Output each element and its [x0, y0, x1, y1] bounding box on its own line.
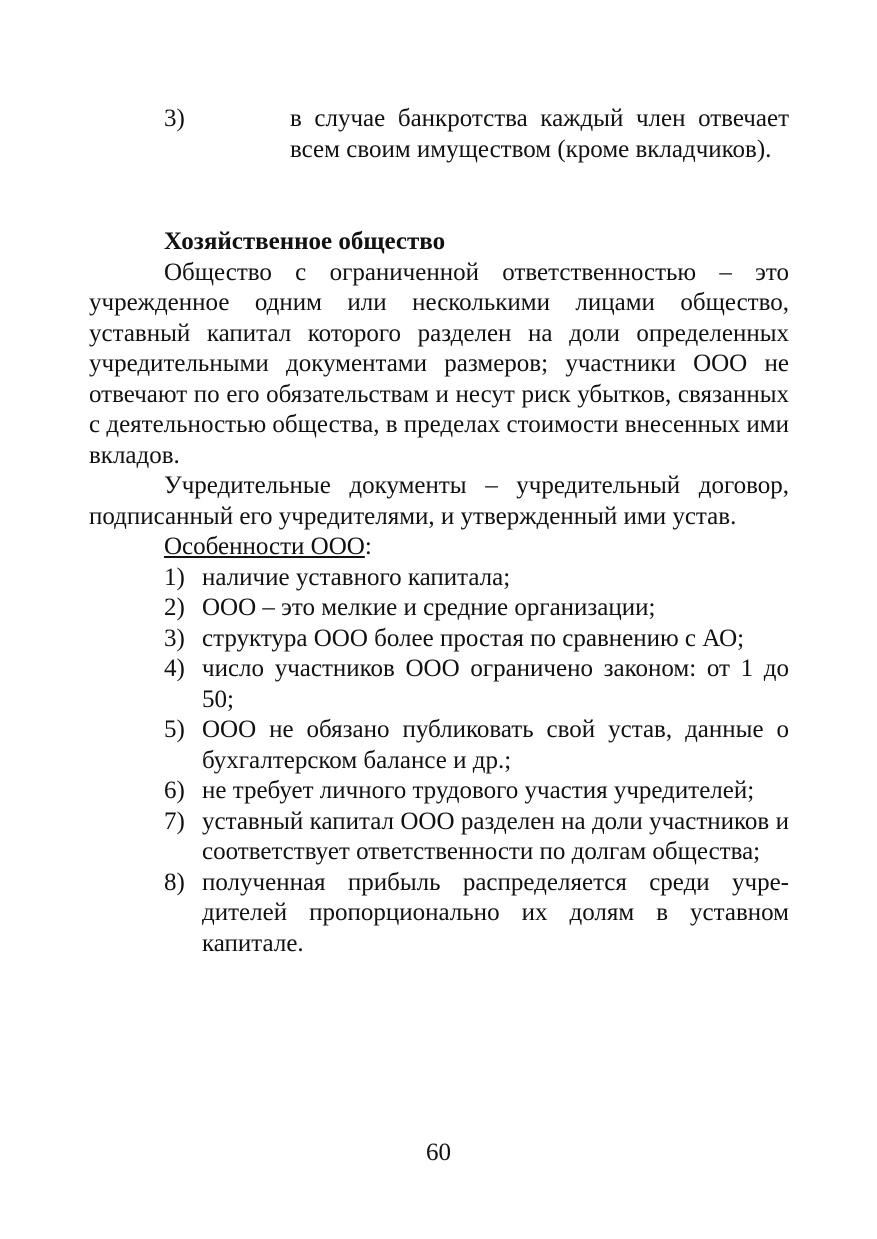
section-economic-company — [89, 227, 789, 959]
list-item-number: 3) — [164, 624, 185, 652]
list-item-number: 4) — [164, 655, 185, 682]
list-item-text: ООО не обязано публиковать свой устав, данные о бухгалтерском балансе и др.; — [202, 716, 789, 774]
list-item-text: наличие уставного капитала; — [202, 563, 511, 591]
list-item — [164, 563, 789, 594]
list-item-text: не требует личного трудового участия учредителей; — [202, 777, 755, 804]
list-item-text: уставный капитал ООО разделен на доли участников и соответствует ответственности по долгам общества; — [202, 807, 789, 865]
section-heading: Хозяйственное общество — [164, 228, 446, 255]
paragraph-founding-documents: Учредительные документы – учредительный договор, подписанный его учредителями, и утвержденный ими устав. — [89, 472, 789, 530]
list-item-text: структура ООО более простая по сравнению с АО; — [202, 624, 745, 652]
features-title: Особенности ООО — [164, 533, 365, 560]
list-item — [164, 593, 789, 624]
list-item — [164, 776, 789, 807]
list-item-number: 3) — [164, 105, 185, 132]
list-item-number: 1) — [164, 563, 185, 591]
list-item-text: ООО – это мелкие и средние организации; — [202, 594, 656, 621]
features-colon: : — [364, 533, 372, 560]
list-item — [164, 807, 789, 868]
list-item-number: 2) — [164, 594, 185, 621]
features-subheading — [89, 532, 789, 563]
features-list — [89, 563, 789, 960]
list-item — [164, 868, 789, 960]
list-item-number: 8) — [164, 868, 185, 896]
list-item-text: число участников ООО ограничено законом: от 1 до 50; — [202, 655, 789, 713]
list-item — [164, 654, 789, 715]
list-item — [164, 715, 789, 776]
page-number: 60 — [426, 1139, 451, 1166]
list-item-number: 7) — [164, 807, 185, 835]
paragraph-definition: Общество с ограниченной ответственностью – это учрежденное одним или несколькими лицами общество, уставный капитал которого разделен на доли определенных учредительными документами размеров; участники ООО не отвечают по его обязательствам и несут риск убытков, связанных с деятельностью общества, в пределах стоимости внесенных ими вкладов. — [89, 258, 789, 469]
list-item-number: 5) — [164, 716, 185, 743]
list-item-number: 6) — [164, 777, 185, 804]
list-item-text: полученная прибыль распределяется среди учредителей пропорционально их долям в уставном капитале. — [202, 868, 789, 957]
list-item-text: в случае банкротства каждый член отвечает всем своим имуществом (кроме вкладчиков). — [290, 105, 789, 163]
list-item — [164, 624, 789, 655]
